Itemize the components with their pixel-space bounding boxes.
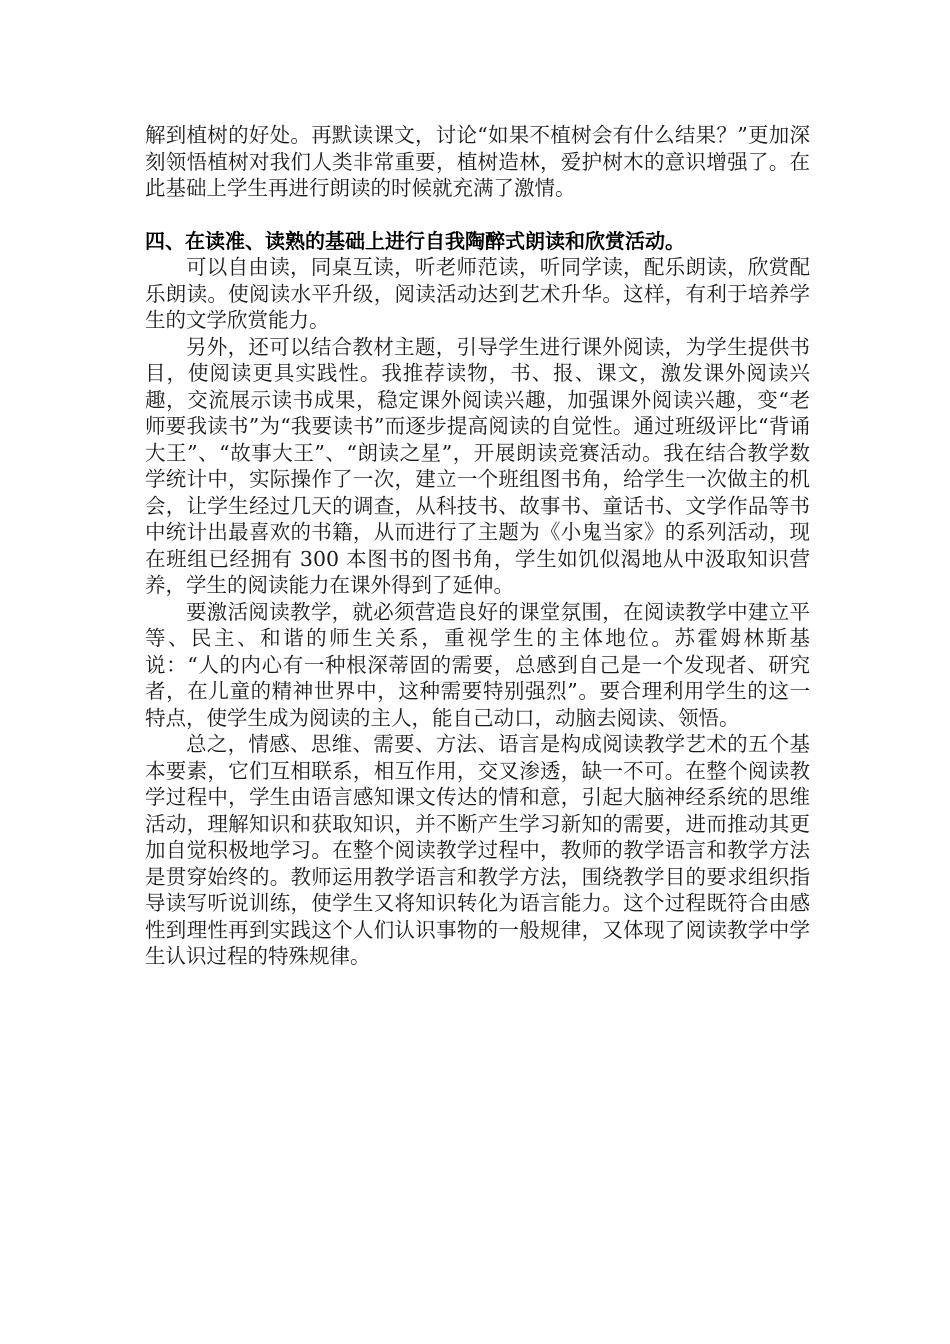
section-heading: 四、在读准、读熟的基础上进行自我陶醉式朗读和欣赏活动。: [145, 228, 685, 253]
body-paragraph-extracurricular-reading: 另外，还可以结合教材主题，引导学生进行课外阅读，为学生提供书目，使阅读更具实践性。我推荐读物，书、报、课文，激发课外阅读兴趣，交流展示读书成果，稳定课外阅读兴趣，加强课外阅读兴趣，变“老师要我读书”为“我要读书”而逐步提高阅读的自觉性。通过班级评比“背诵大王”、“故事大王”、“朗读之星”，开展朗读竞赛活动。我在结合教学数学统计中，实际操作了一次，建立一个班组图书角，给学生一次做主的机会，让学生经过几天的调查，从科技书、故事书、童话书、文学作品等书中统计出最喜欢的书籍，从而进行了主题为《小鬼当家》的系列活动，现在班组已经拥有 300 本图书的图书角，学生如饥似渴地从中汲取知识营养，学生的阅读能力在课外得到了延伸。: [145, 334, 810, 597]
body-paragraph-classroom-atmosphere: 要激活阅读教学，就必须营造良好的课堂氛围，在阅读教学中建立平等、民主、和谐的师生关系，重视学生的主体地位。苏霍姆林斯基说：“人的内心有一种根深蒂固的需要，总感到自己是一个发现者、研究者，在儿童的精神世界中，这种需要特别强烈”。要合理利用学生的这一特点，使学生成为阅读的主人，能自己动口，动脑去阅读、领悟。: [145, 599, 810, 730]
document-page: [145, 122, 810, 970]
body-paragraph-conclusion: 总之，情感、思维、需要、方法、语言是构成阅读教学艺术的五个基本要素，它们互相联系，相互作用，交叉渗透，缺一不可。在整个阅读教学过程中，学生由语言感知课文传达的情和意，引起大脑神经系统的思维活动，理解知识和获取知识，并不断产生学习新知的需要，进而推动其更加自觉积极地学习。在整个阅读教学过程中，教师的教学语言和教学方法是贯穿始终的。教师运用教学语言和教学方法，围绕教学目的要求组织指导读写听说训练，使学生又将知识转化为语言能力。这个过程既符合由感性到理性再到实践这个人们认识事物的一般规律，又体现了阅读教学中学生认识过程的特殊规律。: [145, 732, 810, 968]
continuation-paragraph: 解到植树的好处。再默读课文，讨论“如果不植树会有什么结果？”更加深刻领悟植树对我们人类非常重要，植树造林，爱护树木的意识增强了。在此基础上学生再进行朗读的时候就充满了激情。: [145, 123, 810, 200]
body-paragraph-reading-methods: 可以自由读，同桌互读，听老师范读，听同学读，配乐朗读，欣赏配乐朗读。使阅读水平升级，阅读活动达到艺术升华。这样，有利于培养学生的文学欣赏能力。: [145, 255, 810, 332]
